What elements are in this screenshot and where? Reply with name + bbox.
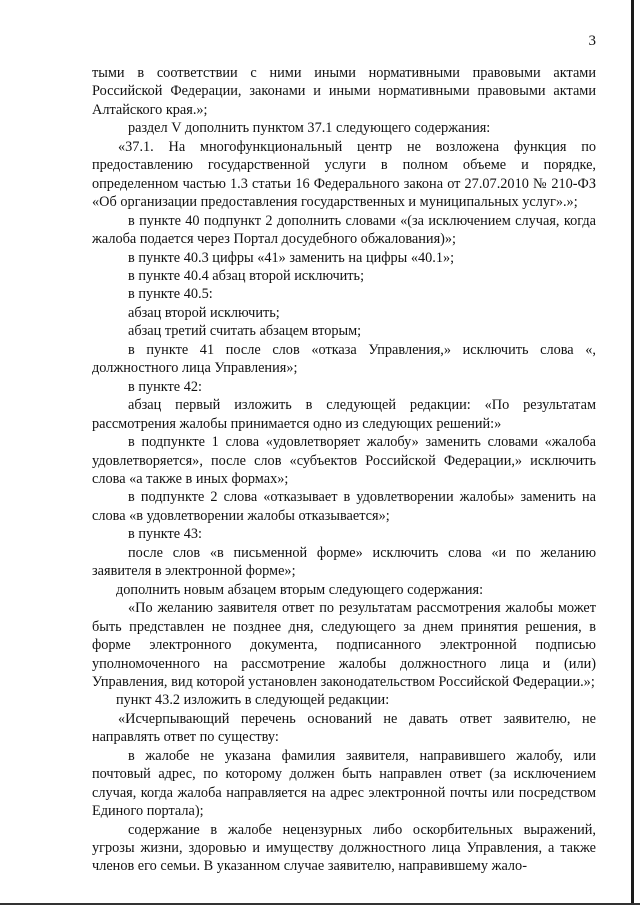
paragraph-item-43-2: пункт 43.2 изложить в следующей редакции:	[116, 692, 390, 709]
paragraph-item-43-a: после слов «в письменной форме» исключить слова «и по желанию заявителя в электронной форме»;	[92, 544, 596, 580]
paragraph-item-41: в пункте 41 после слов «отказа Управления,» исключить слова «, должностного лица Управления»;	[92, 341, 596, 377]
paragraph-item-43: в пункте 43:	[128, 526, 202, 543]
scan-edge-right	[631, 0, 634, 905]
paragraph-item-40-5-b: абзац третий считать абзацем вторым;	[128, 323, 362, 340]
paragraph-item-43-2-a: в жалобе не указана фамилия заявителя, направившего жалобу, или почтовый адрес, по которому должен быть направлен ответ (за исключением случая, когда жалоба направляется на адрес электронной почты или посредством Единого портала);	[92, 747, 596, 820]
page-number: 3	[588, 33, 596, 49]
document-body	[92, 64, 596, 876]
paragraph-item-40: в пункте 40 подпункт 2 дополнить словами «(за исключением случая, когда жалоба подается через Портал досудебного обжалования)»;	[92, 212, 596, 248]
paragraph-continuation: тыми в соответствии с ними иными нормативными правовыми актами Российской Федерации, законами и иными нормативными правовыми актами Алтайского края.»;	[92, 65, 596, 118]
paragraph-item-43-b: дополнить новым абзацем вторым следующего содержания:	[116, 581, 484, 598]
paragraph-item-43-quote: «По желанию заявителя ответ по результатам рассмотрения жалобы может быть представлен не позднее дня, следующего за днем принятия решения, в форме электронного документа, подписанного электронной подписью уполномоченного на рассмотрение жалобы должностного лица и (или) Управления, вид которой установлен законодательством Российской Федерации.»;	[92, 600, 596, 690]
paragraph-item-40-3: в пункте 40.3 цифры «41» заменить на цифры «40.1»;	[128, 249, 455, 266]
paragraph-item-40-5: в пункте 40.5:	[128, 286, 213, 303]
paragraph-item-43-2-b: содержание в жалобе нецензурных либо оскорбительных выражений, угрозы жизни, здоровью и имуществу должностного лица Управления, а также членов его семьи. В указанном случае заявителю, направившему жало-	[92, 821, 596, 875]
paragraph-item-40-5-a: абзац второй исключить;	[128, 304, 280, 321]
paragraph-item-42-1: в подпункте 1 слова «удовлетворяет жалобу» заменить словами «жалоба удовлетворяется», после слов «субъектов Российской Федерации,» исключить слова «а также в иных формах»;	[92, 434, 596, 487]
paragraph-section-v: раздел V дополнить пунктом 37.1 следующего содержания:	[128, 120, 491, 137]
paragraph-item-40-4: в пункте 40.4 абзац второй исключить;	[128, 267, 365, 284]
paragraph-item-42-a: абзац первый изложить в следующей редакции: «По результатам рассмотрения жалобы принимается одно из следующих решений:»	[92, 397, 596, 432]
paragraph-item-42: в пункте 42:	[128, 378, 202, 395]
paragraph-item-37-1: «37.1. На многофункциональный центр не возложена функция по предоставлению государственной услуги в полном объеме и порядке, определенном частью 1.3 статьи 16 Федерального закона от 27.07.2010 № 210-ФЗ «Об организации предоставления государственных и муниципальных услуг».»;	[92, 138, 596, 211]
paragraph-item-42-2: в подпункте 2 слова «отказывает в удовлетворении жалобы» заменить на слова «в удовлетворении жалобы отказывается»;	[92, 489, 596, 524]
paragraph-item-43-2-quote: «Исчерпывающий перечень оснований не давать ответ заявителю, не направлять ответ по существу:	[92, 710, 596, 746]
